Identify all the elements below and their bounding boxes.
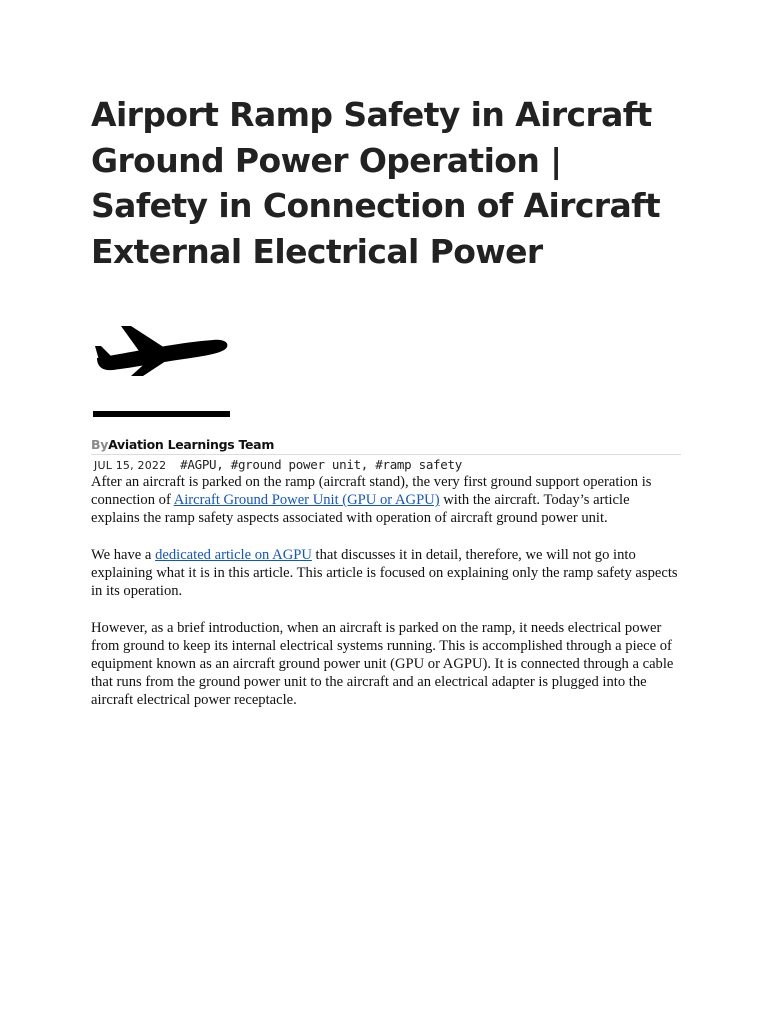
paragraph-2 [91,546,681,601]
paragraph-1 [91,473,681,528]
tag-link[interactable]: #ground power unit [230,457,361,472]
byline-prefix: By [91,437,109,452]
paragraph-text: with the aircraft. Today’s article explains the ramp safety aspects associated with operation of aircraft ground power unit. [91,492,630,527]
gpu-article-link[interactable]: Aircraft Ground Power Unit (GPU or AGPU) [173,492,440,509]
post-date: JUL 15, 2022 [94,459,167,472]
author-link[interactable]: Aviation Learnings Team [108,437,275,452]
airplane-icon [91,318,231,378]
paragraph-text: We have a [91,546,156,563]
article-title: Airport Ramp Safety in Aircraft Ground Power Operation | Safety in Connection of Aircraft External Electrical Power [91,95,661,271]
byline [91,437,274,452]
post-meta [94,457,462,472]
paragraph-text: After an aircraft is parked on the ramp (aircraft stand), the very first ground support operation is connection of [91,474,652,509]
paragraph-text: However, as a brief introduction, when an aircraft is parked on the ramp, it needs electrical power from ground to keep its internal electrical systems running. This is accomplished through a piece of equipment known as an aircraft ground power unit (GPU or AGPU). It is connected through a cable that runs from the ground power unit to the aircraft and an electrical adapter is plugged into the aircraft electrical power receptacle. [91,619,674,709]
tag-separator: , [216,457,231,472]
paragraph-3 [91,619,681,710]
divider-bar [93,411,230,417]
tag-link[interactable]: #AGPU [180,457,217,472]
meta-divider [91,454,681,455]
tag-separator: , [360,457,376,472]
article-body [91,473,681,728]
tag-link[interactable]: #ramp safety [375,457,462,472]
paragraph-text: that discusses it in detail, therefore, we will not go into explaining what it is in this article. This article is focused on explaining only the ramp safety aspects in its operation. [91,546,678,600]
agpu-article-link[interactable]: dedicated article on AGPU [155,546,312,563]
